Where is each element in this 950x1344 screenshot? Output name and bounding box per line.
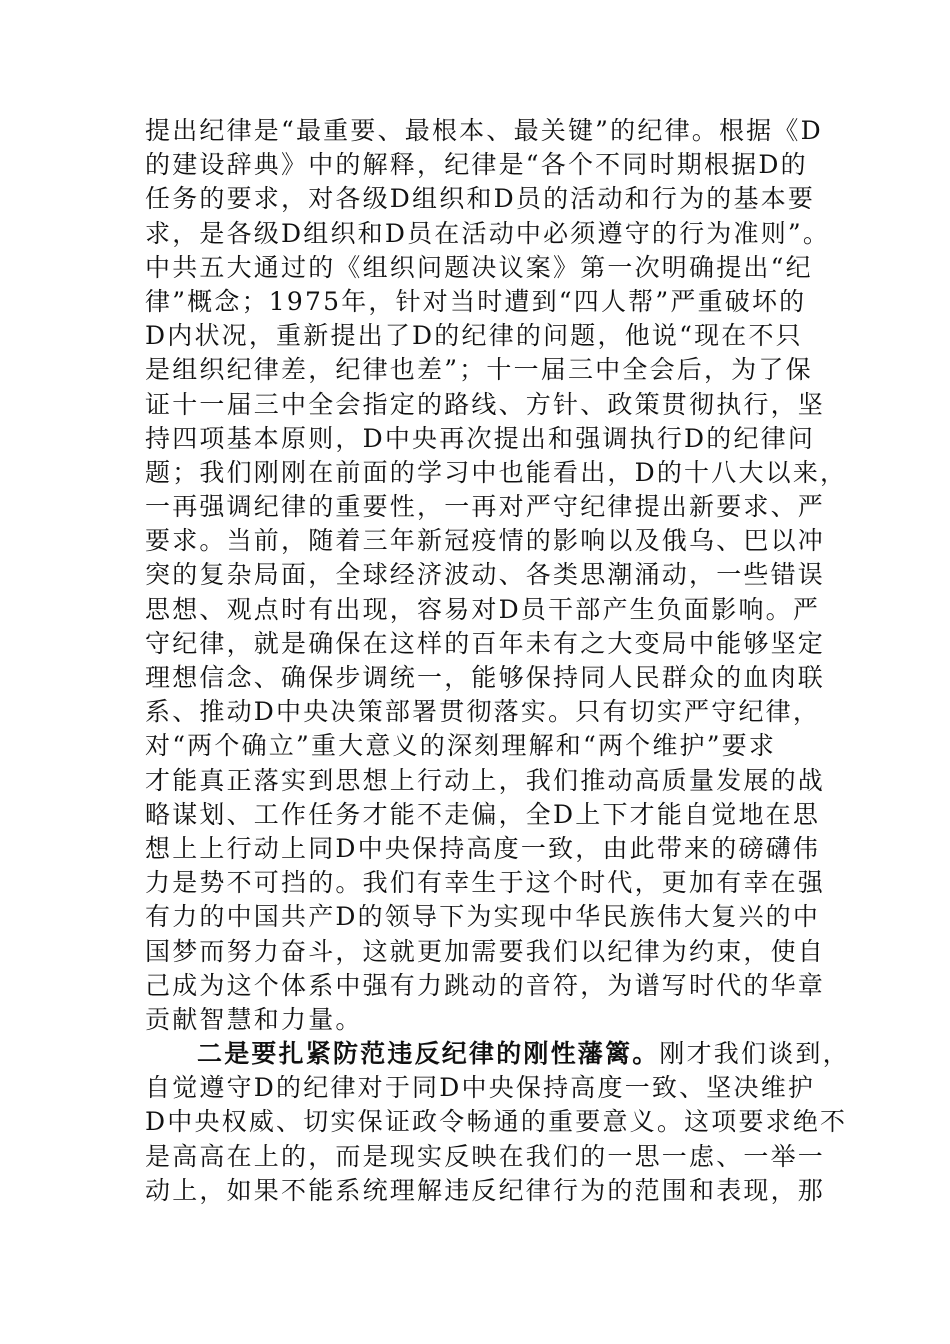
text-line: 要求。当前，随着三年新冠疫情的影响以及俄乌、巴以冲 [145, 526, 826, 556]
text-line: 才能真正落实到思想上行动上，我们推动高质量发展的战 [145, 765, 826, 795]
text-line: D内状况，重新提出了D的纪律的问题，他说“现在不只 [145, 321, 803, 351]
text-line: 是高高在上的，而是现实反映在我们的一思一虑、一举一 [145, 1141, 826, 1171]
text-line: 自觉遵守D的纪律对于同D中央保持高度一致、坚决维护 [145, 1073, 816, 1103]
paragraph-2-first-line-rest: 刚才我们谈到， [659, 1039, 850, 1069]
text-line: 对“两个确立”重大意义的深刻理解和“两个维护”要求 [145, 731, 777, 761]
text-line: 国梦而努力奋斗，这就更加需要我们以纪律为约束，使自 [145, 936, 826, 966]
text-line: 思想、观点时有出现，容易对D员干部产生负面影响。严 [145, 594, 821, 624]
text-line: 题；我们刚刚在前面的学习中也能看出，D的十八大以来， [145, 457, 848, 487]
text-line: 提出纪律是“最重要、最根本、最关键”的纪律。根据《D [145, 116, 823, 145]
paragraph-2 [145, 1037, 850, 1208]
text-line: 力是势不可挡的。我们有幸生于这个时代，更加有幸在强 [145, 868, 826, 898]
text-line: 任务的要求，对各级D组织和D员的活动和行为的基本要 [145, 184, 816, 214]
text-line: 有力的中国共产D的领导下为实现中华民族伟大复兴的中 [145, 902, 821, 932]
text-line: 守纪律，就是确保在这样的百年未有之大变局中能够坚定 [145, 628, 826, 658]
text-line: 动上，如果不能系统理解违反纪律行为的范围和表现，那 [145, 1175, 826, 1205]
text-line: 突的复杂局面，全球经济波动、各类思潮涌动，一些错误 [145, 560, 826, 590]
section-heading: 二是要扎紧防范违反纪律的刚性藩篱。 [197, 1039, 660, 1069]
paragraph-2-first-line [145, 1037, 850, 1071]
paragraph-1 [145, 114, 848, 1037]
text-line: D中央权威、切实保证政令畅通的重要意义。这项要求绝不 [145, 1107, 848, 1137]
text-line: 贡献智慧和力量。 [145, 1004, 363, 1034]
text-line: 证十一届三中全会指定的路线、方针、政策贯彻执行，坚 [145, 389, 826, 419]
text-line: 系、推动D中央决策部署贯彻落实。只有切实严守纪律， [145, 697, 821, 727]
text-line: 的建设辞典》中的解释，纪律是“各个不同时期根据D的 [145, 150, 808, 180]
text-line: 持四项基本原则，D中央再次提出和强调执行D的纪律问 [145, 423, 816, 453]
document-page [145, 114, 850, 1208]
text-line: 想上上行动上同D中央保持高度一致，由此带来的磅礴伟 [145, 833, 821, 863]
text-line: 略谋划、工作任务才能不走偏，全D上下才能自觉地在思 [145, 799, 821, 829]
text-line: 求，是各级D组织和D员在活动中必须遵守的行为准则”。 [145, 218, 831, 248]
text-line: 理想信念、确保步调统一，能够保持同人民群众的血肉联 [145, 663, 826, 692]
text-line: 是组织纪律差，纪律也差”；十一届三中全会后，为了保 [145, 355, 813, 385]
text-line: 律”概念；1975年，针对当时遭到“四人帮”严重破坏的 [145, 286, 807, 316]
text-line: 中共五大通过的《组织问题决议案》第一次明确提出“纪 [145, 252, 813, 282]
text-line: 己成为这个体系中强有力跳动的音符，为谱写时代的华章 [145, 970, 826, 1000]
text-line: 一再强调纪律的重要性，一再对严守纪律提出新要求、严 [145, 492, 826, 522]
